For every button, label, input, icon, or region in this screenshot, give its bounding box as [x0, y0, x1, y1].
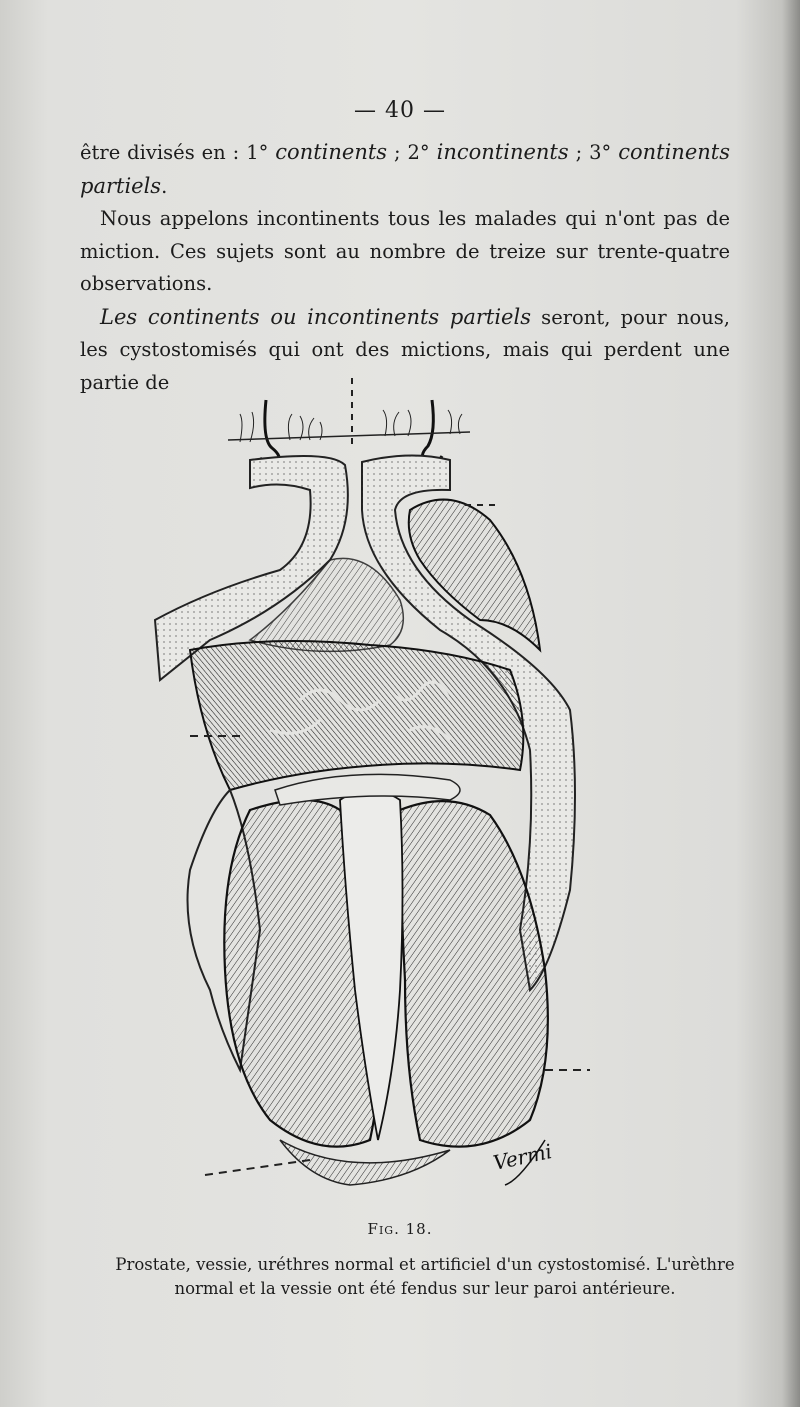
- text-run: Nous appelons incontinents tous les malades qui n'ont pas de miction. Ces sujets sont au nombre de treize sur trente-quatre observations.: [80, 207, 730, 295]
- illustration-drawing: [150, 370, 610, 1200]
- paragraph: [80, 203, 730, 301]
- text-run: ; 3°: [568, 141, 619, 164]
- text-run: seront, pour nous, les cystostomisés qui ont des mictions, mais qui perdent une partie de: [80, 305, 730, 394]
- text-run: être divisés en : 1°: [80, 141, 276, 164]
- figure-caption: Prostate, vessie, uréthres normal et artificiel d'un cystostomisé. L'urèthre normal et la vessie ont été fendus sur leur paroi antérieure.: [115, 1255, 735, 1298]
- binding-shadow: [782, 0, 800, 1407]
- body-text: [80, 136, 730, 399]
- page-number: — 40 —: [354, 98, 446, 123]
- figure-label: Fig. 18.: [367, 1220, 433, 1238]
- text-run: ; 2°: [387, 141, 437, 164]
- paragraph: [80, 136, 730, 203]
- italic-text: incontinents: [436, 140, 569, 164]
- italic-text: Les continents ou incontinents partiels: [100, 304, 531, 329]
- artist-signature: Vermi: [491, 1139, 555, 1175]
- text-run: .: [161, 174, 168, 198]
- italic-text: continents: [275, 140, 388, 164]
- italic-text: continents partiels: [80, 140, 730, 198]
- anatomical-illustration: [150, 370, 610, 1200]
